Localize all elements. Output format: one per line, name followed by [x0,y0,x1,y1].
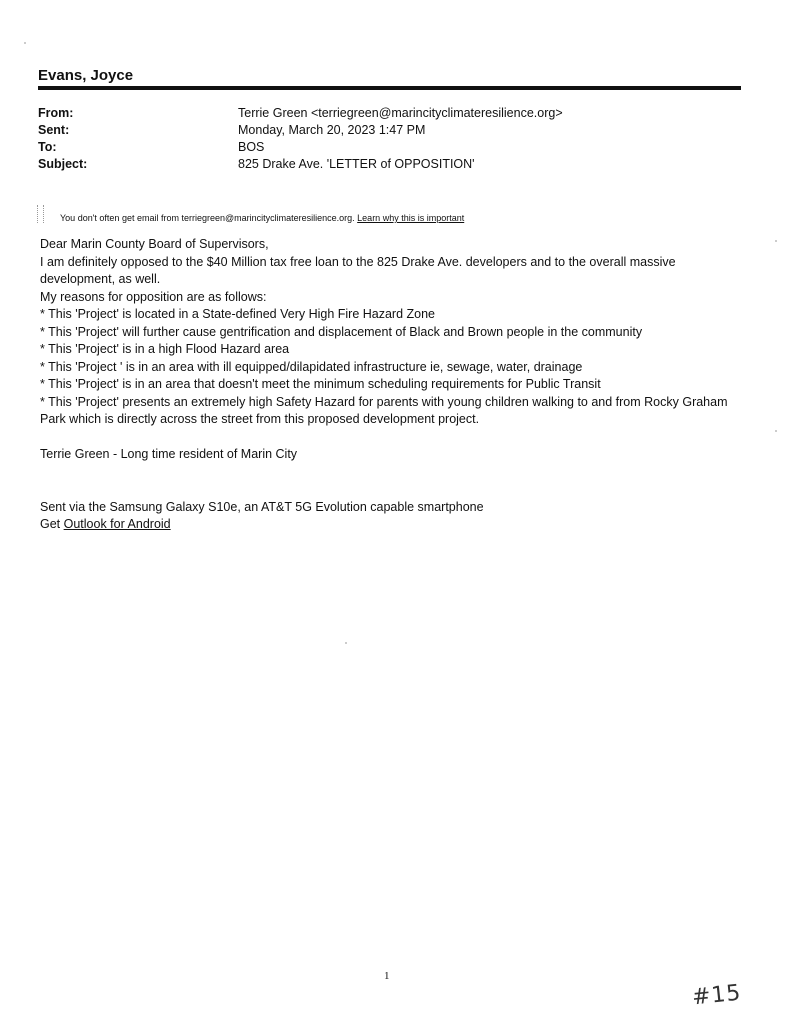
scan-speck [24,42,26,44]
opposition-statement: I am definitely opposed to the $40 Million tax free loan to the 825 Drake Ave. developers and to the overall massive development, as well. [40,254,676,286]
reason-item: * This 'Project' is located in a State-defined Very High Fire Hazard Zone [40,307,436,321]
reason-item: * This 'Project' is in a high Flood Hazard area [40,342,290,356]
sent-label: Sent: [38,123,70,137]
scan-speck [775,240,777,242]
notice-text: You don't often get email from terriegreen@marincityclimateresilience.org. [60,213,358,223]
mailbox-owner-name: Evans, Joyce [38,67,134,84]
reason-item: * This 'Project' presents an extremely high Safety Hazard for parents with young children walking to and from Rocky Graham Park which is directly across the street from this proposed development project. [40,394,728,426]
reason-item: * This 'Project' will further cause gentrification and displacement of Black and Brown people in the community [40,324,643,339]
external-sender-notice [60,213,464,223]
outlook-for-android-link[interactable]: Outlook for Android [63,517,171,531]
scan-speck [775,430,777,432]
get-prefix: Get [40,517,64,531]
header-divider [38,86,741,90]
reasons-list [40,306,740,429]
scan-speck [345,642,347,644]
to-value: BOS [238,140,265,154]
reasons-intro: My reasons for opposition are as follows: [40,289,267,304]
sent-value: Monday, March 20, 2023 1:47 PM [238,123,426,137]
learn-why-link[interactable]: Learn why this is important [357,213,465,223]
from-label: From: [38,106,74,120]
get-outlook-line [40,516,740,534]
handwritten-exhibit-mark: #15 [690,980,743,1011]
signature: Terrie Green - Long time resident of Marin City [40,447,298,461]
notice-marker-icon [37,205,44,223]
reason-item: * This 'Project ' is in an area with ill equipped/dilapidated infrastructure ie, sewage, water, drainage [40,359,583,374]
reason-item: * This 'Project' is in an area that doesn't meet the minimum scheduling requirements for Public Transit [40,377,601,391]
sent-via-line: Sent via the Samsung Galaxy S10e, an AT&T 5G Evolution capable smartphone [40,499,484,514]
to-label: To: [38,140,57,154]
subject-label: Subject: [38,157,88,171]
greeting: Dear Marin County Board of Supervisors, [40,237,269,251]
email-body [40,236,740,534]
subject-value: 825 Drake Ave. 'LETTER of OPPOSITION' [238,157,475,171]
from-value: Terrie Green <terriegreen@marincityclimateresilience.org> [238,106,563,120]
page-number: 1 [384,970,390,982]
